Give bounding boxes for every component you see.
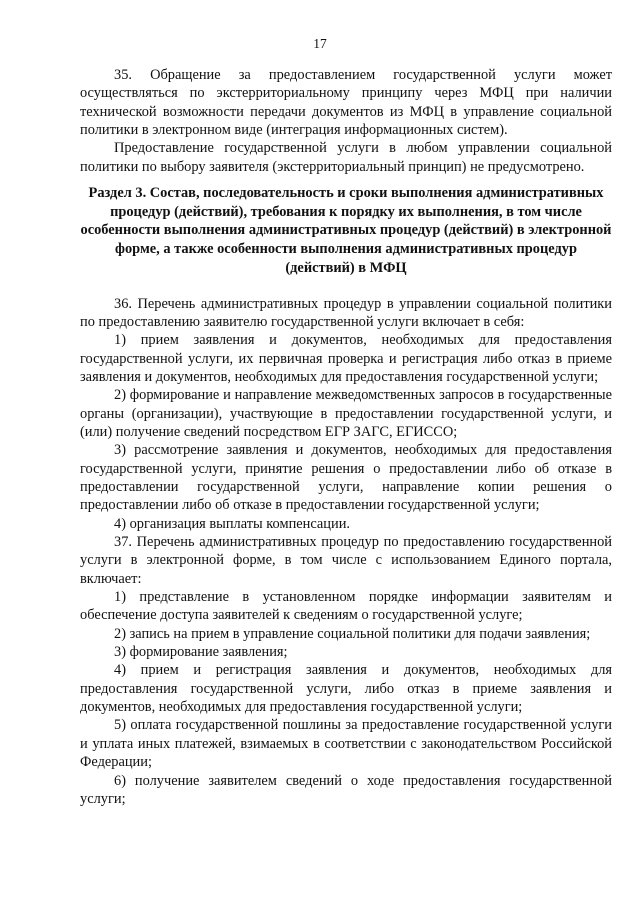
paragraph-37-item-4: 4) прием и регистрация заявления и документов, необходимых для предоставления государственной услуги, либо отказ в приеме заявления и документов, необходимых для предоставления государственной услуги; <box>80 662 612 716</box>
paragraph-37-item-2: 2) запись на прием в управление социальной политики для подачи заявления; <box>114 625 591 642</box>
paragraph-36-item-3: 3) рассмотрение заявления и документов, необходимых для предоставления государственной услуги, принятие решения о предоставлении либо об отказе в предоставлении государственной услуги, направление копии решения о предоставлении либо об отказе в предоставлении государственной услуги; <box>80 442 612 514</box>
section-3-title: Раздел 3. Состав, последовательность и сроки выполнения административных процедур (действий), требования к порядку их выполнения, в том числе особенности выполнения административных процедур (действий) в электронной форме, а также особенности выполнения административных процедур (действий) в МФЦ <box>80 185 612 276</box>
paragraph-37: 37. Перечень административных процедур по предоставлению государственной услуги в электронной форме, в том числе с использованием Единого портала, включает: <box>80 534 612 587</box>
paragraph-36-item-4: 4) организация выплаты компенсации. <box>114 515 351 532</box>
page-number: 17 <box>313 36 327 51</box>
paragraph-35: 35. Обращение за предоставлением государственной услуги может осуществляться по экстерриториальному принципу через МФЦ при наличии технической возможности передачи документов из МФЦ в управление социальной политики в электронном виде (интеграция информационных систем). <box>80 67 612 139</box>
paragraph-36-item-1: 1) прием заявления и документов, необходимых для предоставления государственной услуги, их первичная проверка и регистрация либо отказ в приеме заявления и документов, необходимых для предоставления государственной услуги; <box>80 332 612 385</box>
paragraph-37-item-6: 6) получение заявителем сведений о ходе предоставления государственной услуги; <box>80 772 612 807</box>
paragraph-37-item-3: 3) формирование заявления; <box>114 644 288 661</box>
paragraph-36: 36. Перечень административных процедур в управлении социальной политики по предоставлению заявителю государственной услуги включает в себя: <box>80 295 612 330</box>
paragraph-35-extraterritorial: Предоставление государственной услуги в любом управлении социальной политики по выбору заявителя (экстерриториальный принцип) не предусмотрено. <box>80 140 612 175</box>
paragraph-36-item-2: 2) формирование и направление межведомственных запросов в государственные органы (организации), участвующие в предоставлении государственной услуги, и (или) получение сведений посредством ЕГР ЗАГС, ЕГИССО; <box>80 387 612 440</box>
paragraph-37-item-1: 1) представление в установленном порядке информации заявителям и обеспечение доступа заявителей к сведениям о государственной услуге; <box>80 589 612 624</box>
paragraph-37-item-5: 5) оплата государственной пошлины за предоставление государственной услуги и уплата иных платежей, взимаемых в соответствии с законодательством Российской Федерации; <box>80 717 612 771</box>
document-body <box>80 66 612 808</box>
